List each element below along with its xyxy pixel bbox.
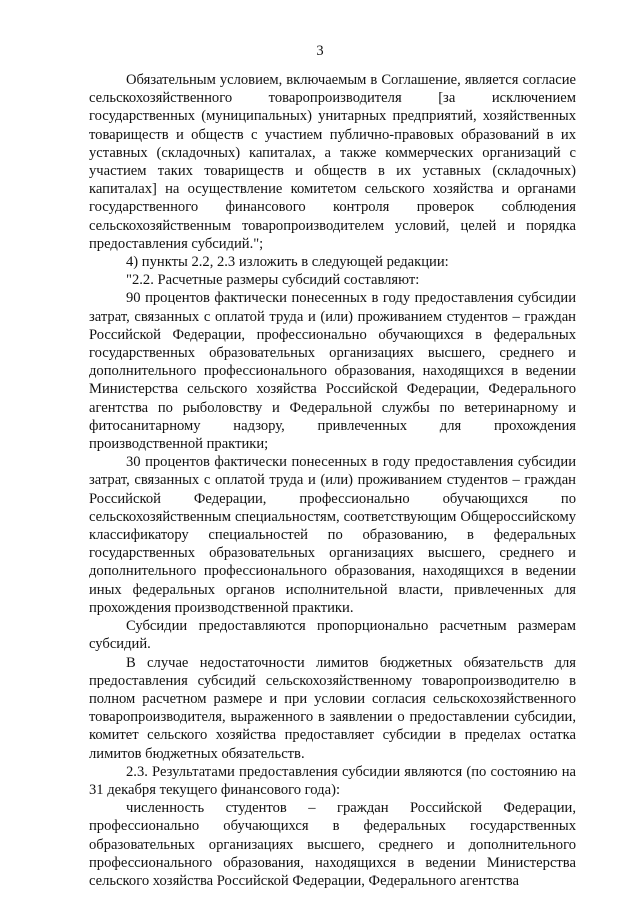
paragraph-consent-condition: Обязательным условием, включаемым в Соглашение, является согласие сельскохозяйственного товаропроизводителя [за исключением государственных (муниципальных) унитарных предприятий, хозяйственных товариществ и обществ с участием публично-правовых образований в их уставных (складочных) капиталах, а также коммерческих организаций с участием таких товариществ и обществ в их уставных (складочных) капиталах] на осуществление комитетом сельского хозяйства и органами государственного финансового контроля проверок соблюдения сельскохозяйственным товаропроизводителем условий, целей и порядка предоставления субсидий."; xyxy=(89,72,576,252)
paragraph-30-percent: 30 процентов фактически понесенных в году предоставления субсидии затрат, связанных с оплатой труда и (или) проживанием студентов – граждан Российской Федерации, профессионально обучающихся по сельскохозяйственным специальностям, соответствующим Общероссийскому классификатору специальностей по образованию, в федеральных государственных образовательных организациях высшего, среднего и дополнительного профессионального образования, находящихся в ведении иных федеральных органов исполнительной власти, привлеченных для прохождения производственной практики. xyxy=(89,454,576,616)
paragraph-90-percent: 90 процентов фактически понесенных в году предоставления субсидии затрат, связанных с оплатой труда и (или) проживанием студентов – граждан Российской Федерации, профессионально обучающихся в федеральных государственных образовательных организациях высшего, среднего и дополнительного профессионального образования, находящихся в ведении Министерства сельского хозяйства Российской Федерации, Федерального агентства по рыболовству и Федеральной службы по ветеринарному и фитосанитарному надзору, привлеченных для прохождения производственной практики; xyxy=(89,290,576,453)
paragraph-insufficient-limits: В случае недостаточности лимитов бюджетных обязательств для предоставления субсидий сельскохозяйственному товаропроизводителю в полном расчетном размере и при условии согласия сельскохозяйственного товаропроизводителя, выраженного в заявлении о предоставлении субсидии, комитет сельского хозяйства предоставляет субсидии в пределах остатка лимитов бюджетных обязательств. xyxy=(89,654,576,762)
paragraph-item-4: 4) пункты 2.2, 2.3 изложить в следующей редакции: xyxy=(126,254,449,271)
page-number: 3 xyxy=(316,43,324,59)
document-body xyxy=(89,71,576,890)
paragraph-2-3-results: 2.3. Результатами предоставления субсидии являются (по состоянию на 31 декабря текущего финансового года): xyxy=(89,763,576,798)
paragraph-2-2-heading: "2.2. Расчетные размеры субсидий составляют: xyxy=(126,272,420,289)
paragraph-student-count: численность студентов – граждан Российской Федерации, профессионально обучающихся в федеральных государственных образовательных организациях высшего, среднего и дополнительного профессионального образования, находящихся в ведении Министерства сельского хозяйства Российской Федерации, Федерального агентства xyxy=(89,800,576,889)
paragraph-proportional-subsidies: Субсидии предоставляются пропорционально расчетным размерам субсидий. xyxy=(89,618,576,653)
